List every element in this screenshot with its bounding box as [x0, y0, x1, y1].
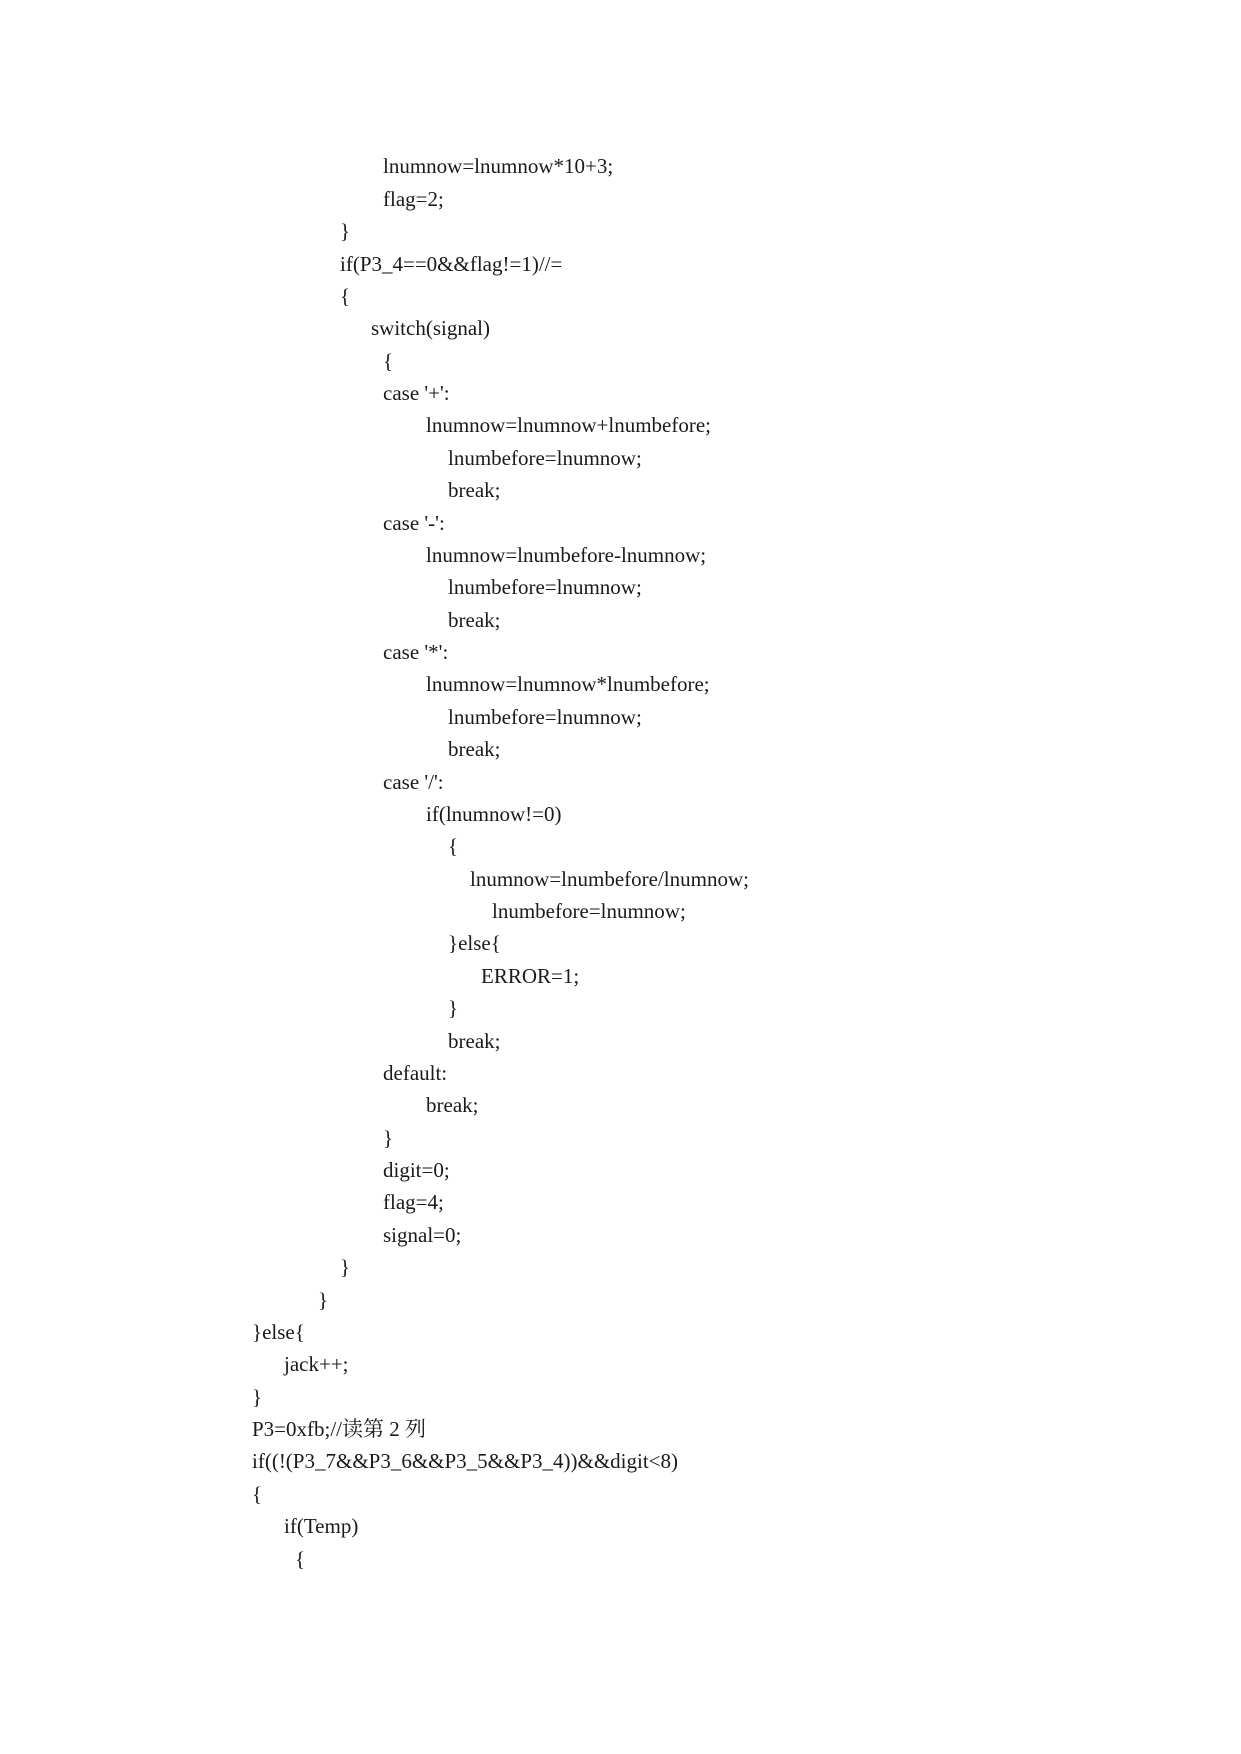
- code-line: break;: [426, 1093, 479, 1117]
- code-line: lnumbefore=lnumnow;: [448, 575, 642, 599]
- code-line: lnumbefore=lnumnow;: [448, 446, 642, 470]
- code-line: lnumbefore=lnumnow;: [492, 899, 686, 923]
- code-line: }: [448, 996, 459, 1020]
- code-line: lnumnow=lnumbefore-lnumnow;: [426, 543, 707, 567]
- code-line: {: [252, 1482, 263, 1506]
- code-line: ERROR=1;: [481, 964, 580, 988]
- code-line: signal=0;: [383, 1223, 462, 1247]
- code-line: }: [383, 1126, 394, 1150]
- code-line: lnumnow=lnumnow*lnumbefore;: [426, 672, 710, 696]
- code-line: {: [295, 1547, 306, 1571]
- code-line: break;: [448, 1029, 501, 1053]
- code-line: lnumbefore=lnumnow;: [448, 705, 642, 729]
- code-line: if(Temp): [284, 1514, 359, 1538]
- code-line: flag=4;: [383, 1190, 444, 1214]
- code-line: }: [318, 1288, 329, 1312]
- code-line: case '/':: [383, 770, 444, 794]
- code-line: {: [383, 349, 394, 373]
- code-line: switch(signal): [371, 316, 490, 340]
- code-line: case '*':: [383, 640, 449, 664]
- code-line: break;: [448, 608, 501, 632]
- code-line: P3=0xfb;//读第 2 列: [252, 1417, 427, 1441]
- code-line: case '-':: [383, 511, 445, 535]
- code-line: }else{: [252, 1320, 305, 1344]
- code-line: }: [340, 219, 351, 243]
- code-line: lnumnow=lnumnow+lnumbefore;: [426, 413, 711, 437]
- code-line: {: [448, 834, 459, 858]
- code-line: lnumnow=lnumnow*10+3;: [383, 154, 614, 178]
- code-line: lnumnow=lnumbefore/lnumnow;: [470, 867, 749, 891]
- code-line: jack++;: [284, 1352, 349, 1376]
- code-line: break;: [448, 737, 501, 761]
- code-line: }: [340, 1255, 351, 1279]
- code-line: break;: [448, 478, 501, 502]
- code-line: {: [340, 284, 351, 308]
- code-line: digit=0;: [383, 1158, 450, 1182]
- code-line: default:: [383, 1061, 448, 1085]
- code-line: flag=2;: [383, 187, 444, 211]
- code-line: if(P3_4==0&&flag!=1)//=: [340, 252, 563, 276]
- code-line: }: [252, 1385, 263, 1409]
- code-line: }else{: [448, 931, 501, 955]
- code-line: if(lnumnow!=0): [426, 802, 562, 826]
- code-line: if((!(P3_7&&P3_6&&P3_5&&P3_4))&&digit<8): [252, 1449, 679, 1473]
- code-line: case '+':: [383, 381, 450, 405]
